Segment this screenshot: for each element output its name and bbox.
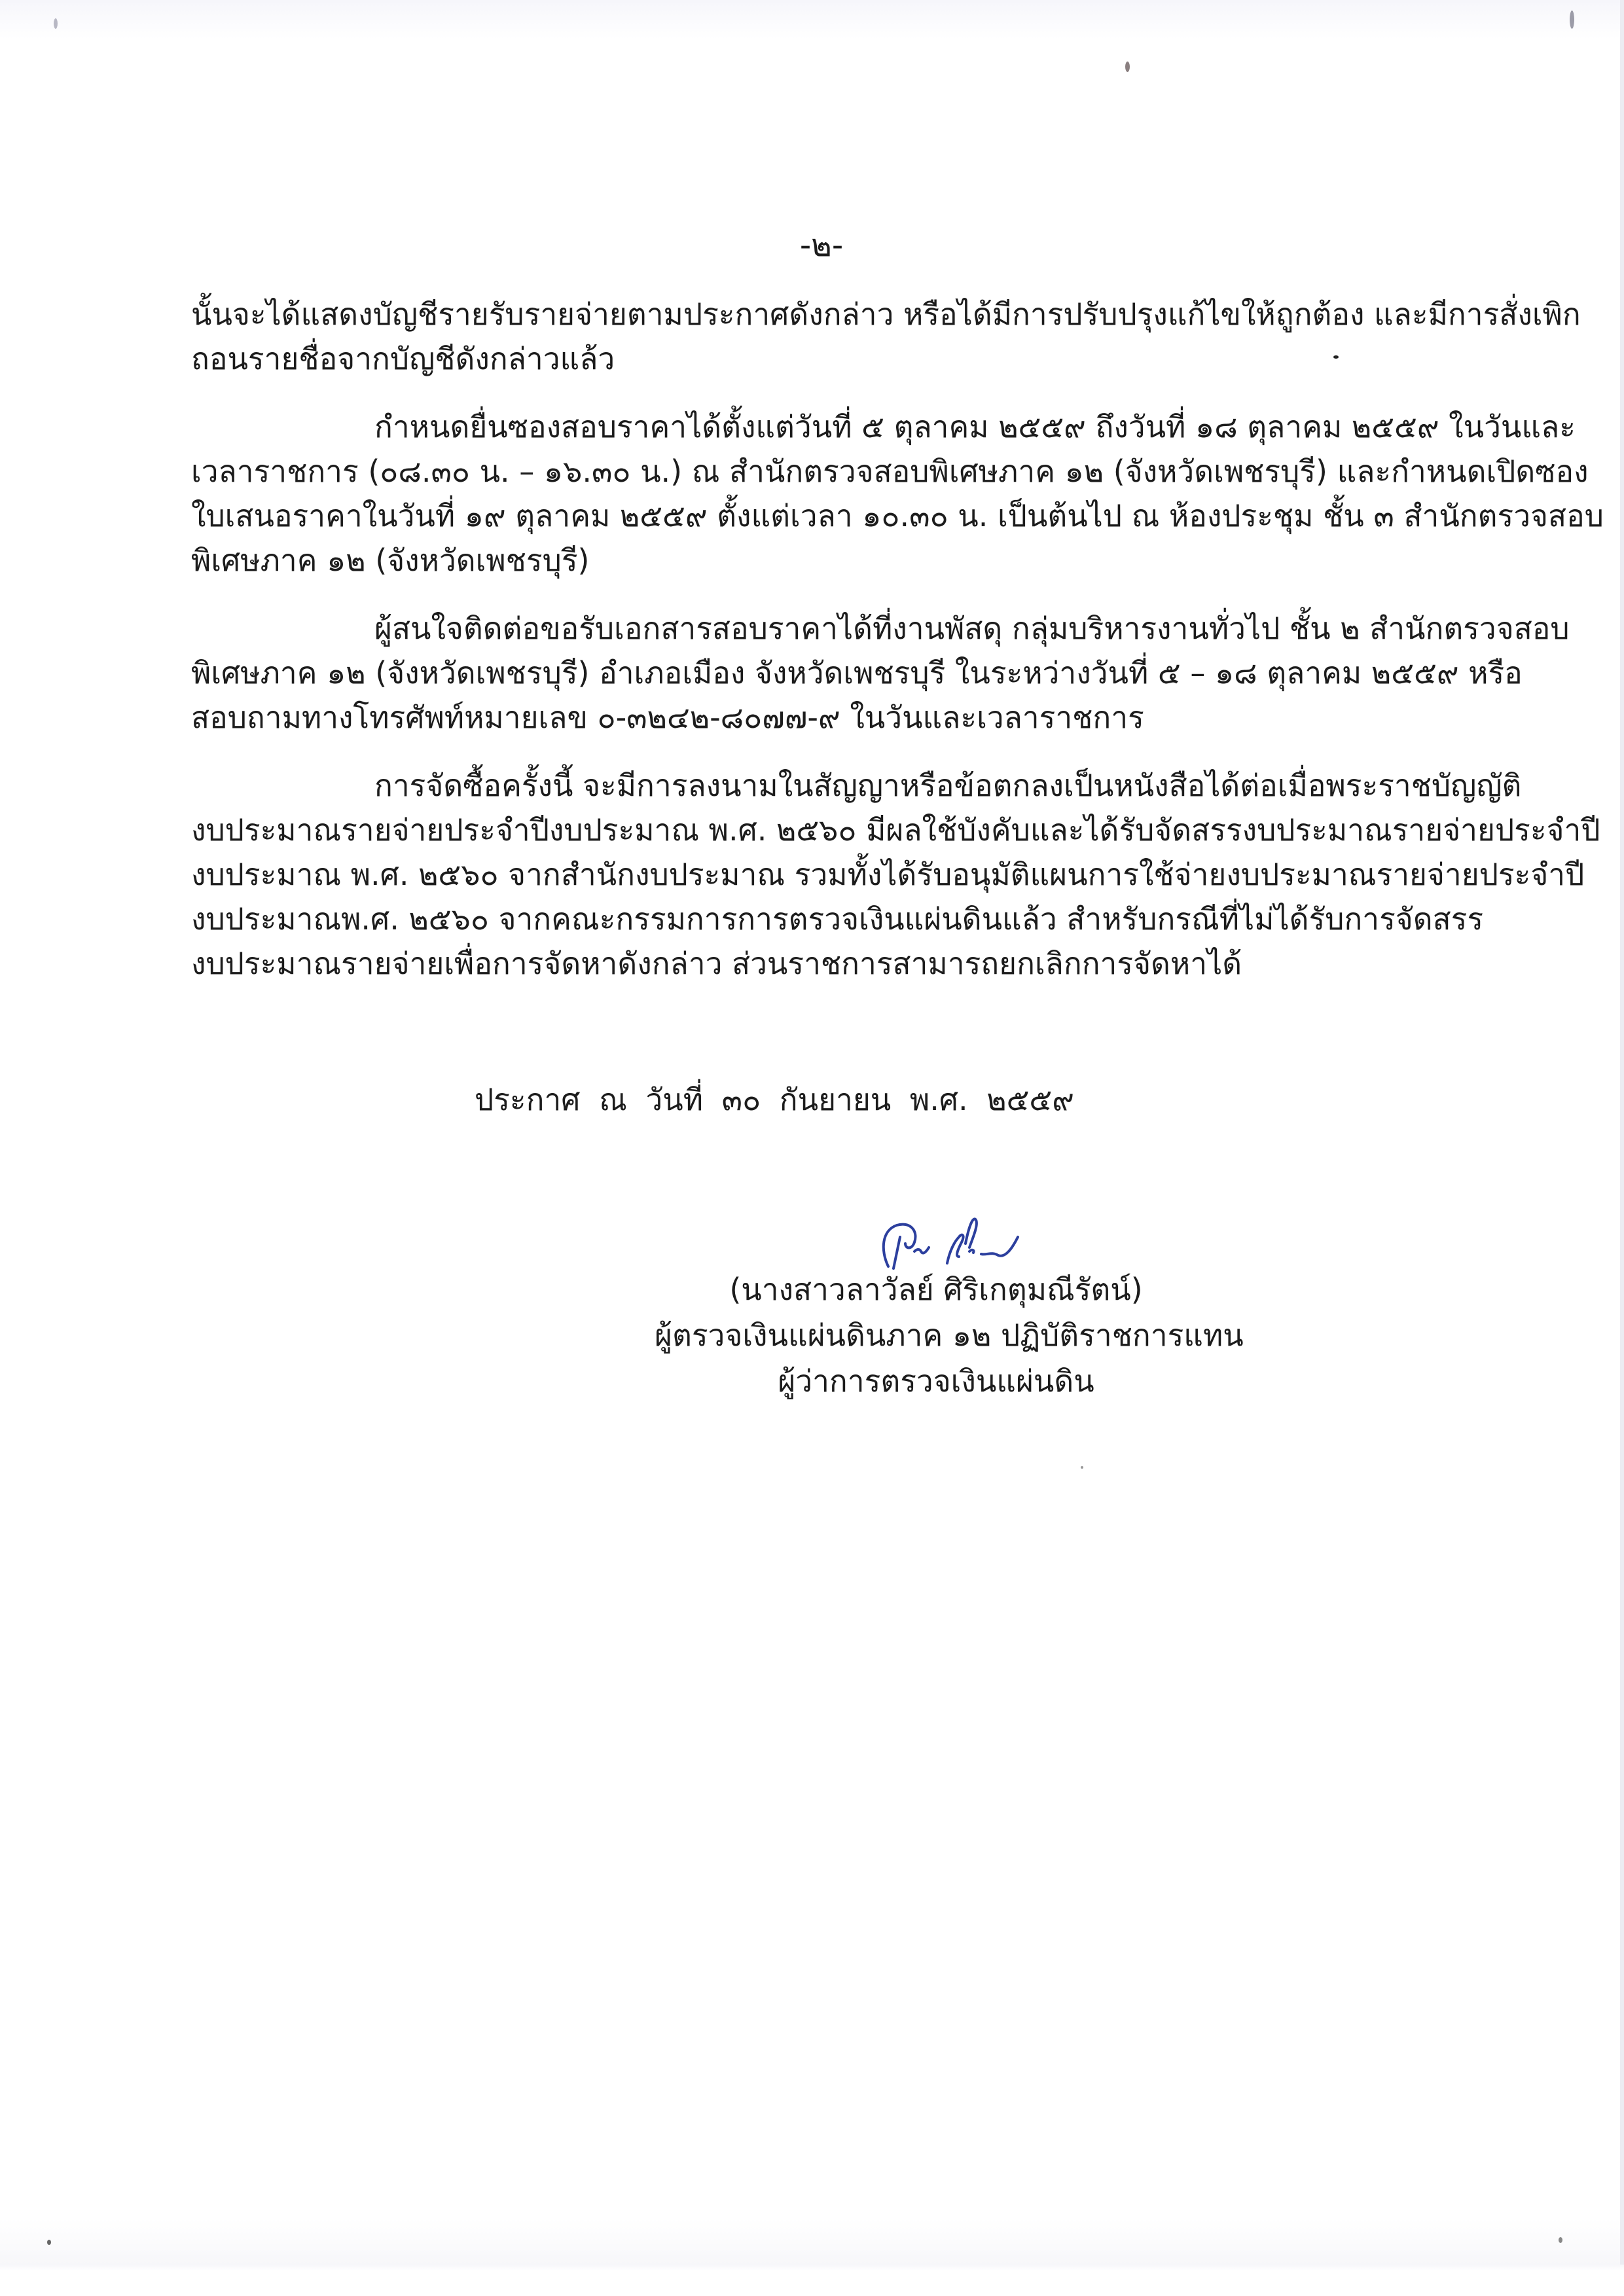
paragraph-4-line-1: การจัดซื้อครั้งนี้ จะมีการลงนามในสัญญาหรือข้อตกลงเป็นหนังสือได้ต่อเมื่อพระราชบัญญัติ [374, 768, 1522, 803]
paragraph-3-line-3: สอบถามทางโทรศัพท์หมายเลข ๐-๓๒๔๒-๘๐๗๗-๙ ในวันและเวลาราชการ [191, 700, 1144, 735]
paragraph-1-line-1: นั้นจะได้แสดงบัญชีรายรับรายจ่ายตามประกาศดังกล่าว หรือได้มีการปรับปรุงแก้ไขให้ถูกต้อง และมีการสั่งเพิก [191, 296, 1581, 332]
paragraph-2-line-4: พิเศษภาค ๑๒ (จังหวัดเพชรบุรี) [191, 543, 590, 578]
paragraph-2-line-1: กำหนดยื่นซองสอบราคาได้ตั้งแต่วันที่ ๕ ตุลาคม ๒๕๕๙ ถึงวันที่ ๑๘ ตุลาคม ๒๕๕๙ ในวันและ [374, 409, 1576, 444]
scan-speck [47, 2240, 51, 2245]
paragraph-4-line-2: งบประมาณรายจ่ายประจำปีงบประมาณ พ.ศ. ๒๕๖๐ มีผลใช้บังคับและได้รับจัดสรรงบประมาณรายจ่ายประจำปี [191, 812, 1600, 848]
scan-speck [1125, 62, 1130, 72]
scan-speck [1081, 1466, 1083, 1469]
signatory-title-line-2: ผู้ว่าการตรวจเงินแผ่นดิน [778, 1363, 1094, 1399]
paragraph-4-line-5: งบประมาณรายจ่ายเพื่อการจัดหาดังกล่าว ส่วนราชการสามารถยกเลิกการจัดหาได้ [191, 946, 1242, 981]
signatory-title-line-1: ผู้ตรวจเงินแผ่นดินภาค ๑๒ ปฏิบัติราชการแทน [655, 1318, 1244, 1353]
scan-speck [1570, 10, 1574, 29]
scan-speck [54, 18, 58, 29]
paragraph-1-line-2: ถอนรายชื่อจากบัญชีดังกล่าวแล้ว [191, 341, 615, 376]
scan-speck [1333, 355, 1339, 359]
paragraph-2-line-2: เวลาราชการ (๐๘.๓๐ น. – ๑๖.๓๐ น.) ณ สำนักตรวจสอบพิเศษภาค ๑๒ (จังหวัดเพชรบุรี) และกำหนดเปิดซอง [191, 454, 1589, 489]
signatory-name: (นางสาวลาวัลย์ ศิริเกตุมณีรัตน์) [729, 1272, 1143, 1307]
scan-edge [1620, 0, 1624, 2265]
announcement-date: ประกาศ ณ วันที่ ๓๐ กันยายน พ.ศ. ๒๕๕๙ [475, 1082, 1074, 1117]
paragraph-3-line-2: พิเศษภาค ๑๒ (จังหวัดเพชรบุรี) อำเภอเมือง จังหวัดเพชรบุรี ในระหว่างวันที่ ๕ – ๑๘ ตุลาคม ๒๕๕๙ หรือ [191, 655, 1523, 691]
scan-speck [1559, 2237, 1562, 2243]
paragraph-4-line-4: งบประมาณพ.ศ. ๒๕๖๐ จากคณะกรรมการการตรวจเงินแผ่นดินแล้ว สำหรับกรณีที่ไม่ได้รับการจัดสรร [191, 901, 1484, 937]
paragraph-3-line-1: ผู้สนใจติดต่อขอรับเอกสารสอบราคาได้ที่งานพัสดุ กลุ่มบริหารงานทั่วไป ชั้น ๒ สำนักตรวจสอบ [374, 611, 1570, 646]
paragraph-2-line-3: ใบเสนอราคาในวันที่ ๑๙ ตุลาคม ๒๕๕๙ ตั้งแต่เวลา ๑๐.๓๐ น. เป็นต้นไป ณ ห้องประชุม ชั้น ๓ สำนักตรวจสอบ [191, 498, 1604, 533]
paragraph-4-line-3: งบประมาณ พ.ศ. ๒๕๖๐ จากสำนักงบประมาณ รวมทั้งได้รับอนุมัติแผนการใช้จ่ายงบประมาณรายจ่ายประจำปี [191, 857, 1585, 892]
page-number: -๒- [799, 227, 844, 264]
